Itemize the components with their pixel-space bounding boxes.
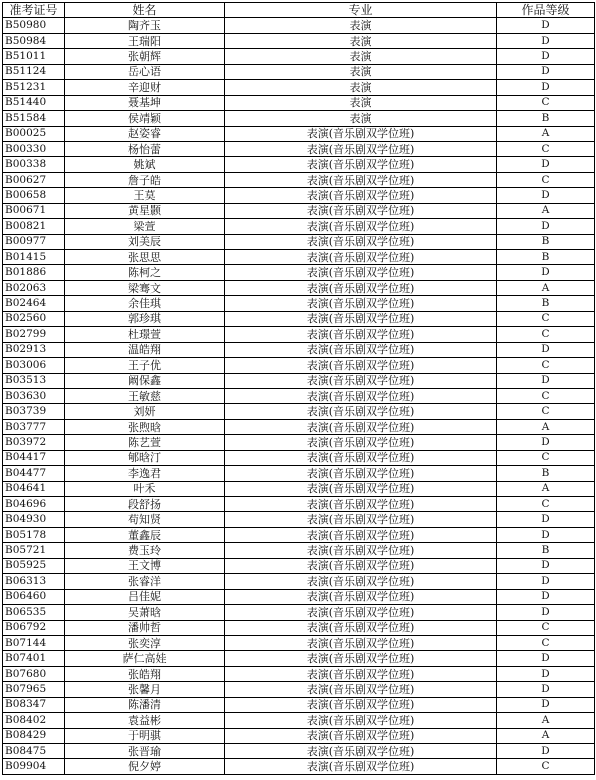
table-row <box>3 666 595 681</box>
exam-id-cell: B04930 <box>3 512 65 527</box>
exam-id-cell: B03006 <box>3 358 65 373</box>
major-cell: 表演(音乐剧双学位班) <box>225 682 497 697</box>
grade-cell: C <box>497 95 595 110</box>
name-cell: 姚斌 <box>65 157 225 172</box>
name-cell: 张思思 <box>65 250 225 265</box>
name-cell: 辛迎财 <box>65 80 225 95</box>
exam-id-cell: B04417 <box>3 450 65 465</box>
grade-cell: C <box>497 497 595 512</box>
name-cell: 张馨月 <box>65 682 225 697</box>
name-cell: 王瑞阳 <box>65 33 225 48</box>
name-cell: 余佳琪 <box>65 296 225 311</box>
header-exam-id: 准考证号 <box>3 3 65 18</box>
name-cell: 李逸君 <box>65 466 225 481</box>
grade-cell: D <box>497 49 595 64</box>
table-row <box>3 697 595 712</box>
name-cell: 陶齐玉 <box>65 18 225 33</box>
name-cell: 王子优 <box>65 358 225 373</box>
grade-cell: B <box>497 466 595 481</box>
grade-cell: C <box>497 172 595 187</box>
grade-cell: C <box>497 327 595 342</box>
grade-cell: D <box>497 744 595 759</box>
table-row <box>3 18 595 33</box>
major-cell: 表演(音乐剧双学位班) <box>225 435 497 450</box>
exam-id-cell: B00671 <box>3 203 65 218</box>
table-row <box>3 80 595 95</box>
results-sheet <box>2 2 594 775</box>
grade-cell: D <box>497 558 595 573</box>
major-cell: 表演(音乐剧双学位班) <box>225 666 497 681</box>
table-row <box>3 234 595 249</box>
name-cell: 郭珍琪 <box>65 311 225 326</box>
table-body <box>3 18 595 774</box>
name-cell: 张奕淳 <box>65 635 225 650</box>
name-cell: 杨怡蕾 <box>65 141 225 156</box>
table-row <box>3 713 595 728</box>
name-cell: 刘妍 <box>65 404 225 419</box>
table-row <box>3 203 595 218</box>
major-cell: 表演(音乐剧双学位班) <box>225 250 497 265</box>
table-row <box>3 172 595 187</box>
name-cell: 陈潘清 <box>65 697 225 712</box>
major-cell: 表演(音乐剧双学位班) <box>225 759 497 774</box>
table-row <box>3 265 595 280</box>
grade-cell: C <box>497 388 595 403</box>
exam-id-cell: B00821 <box>3 219 65 234</box>
grade-cell: C <box>497 620 595 635</box>
major-cell: 表演 <box>225 111 497 126</box>
name-cell: 吕佳妮 <box>65 589 225 604</box>
major-cell: 表演(音乐剧双学位班) <box>225 697 497 712</box>
exam-id-cell: B00658 <box>3 188 65 203</box>
header-grade: 作品等级 <box>497 3 595 18</box>
table-row <box>3 311 595 326</box>
major-cell: 表演(音乐剧双学位班) <box>225 605 497 620</box>
name-cell: 王文博 <box>65 558 225 573</box>
name-cell: 阚保鑫 <box>65 373 225 388</box>
major-cell: 表演(音乐剧双学位班) <box>225 744 497 759</box>
name-cell: 张皓翔 <box>65 666 225 681</box>
exam-id-cell: B50980 <box>3 18 65 33</box>
table-row <box>3 497 595 512</box>
major-cell: 表演(音乐剧双学位班) <box>225 141 497 156</box>
table-row <box>3 342 595 357</box>
major-cell: 表演(音乐剧双学位班) <box>225 388 497 403</box>
name-cell: 张睿洋 <box>65 574 225 589</box>
exam-id-cell: B00338 <box>3 157 65 172</box>
exam-id-cell: B08402 <box>3 713 65 728</box>
exam-id-cell: B51011 <box>3 49 65 64</box>
name-cell: 吴萧晗 <box>65 605 225 620</box>
grade-cell: D <box>497 666 595 681</box>
grade-cell: D <box>497 651 595 666</box>
name-cell: 董鑫辰 <box>65 527 225 542</box>
exam-id-cell: B51440 <box>3 95 65 110</box>
table-row <box>3 589 595 604</box>
major-cell: 表演(音乐剧双学位班) <box>225 373 497 388</box>
major-cell: 表演(音乐剧双学位班) <box>225 728 497 743</box>
exam-id-cell: B03630 <box>3 388 65 403</box>
table-row <box>3 219 595 234</box>
table-row <box>3 450 595 465</box>
table-row <box>3 404 595 419</box>
grade-cell: B <box>497 250 595 265</box>
grade-cell: D <box>497 219 595 234</box>
name-cell: 岳心语 <box>65 64 225 79</box>
major-cell: 表演(音乐剧双学位班) <box>225 419 497 434</box>
name-cell: 倪夕婷 <box>65 759 225 774</box>
exam-id-cell: B06460 <box>3 589 65 604</box>
exam-id-cell: B04477 <box>3 466 65 481</box>
major-cell: 表演(音乐剧双学位班) <box>225 527 497 542</box>
table-row <box>3 558 595 573</box>
major-cell: 表演(音乐剧双学位班) <box>225 512 497 527</box>
table-row <box>3 296 595 311</box>
exam-id-cell: B08347 <box>3 697 65 712</box>
grade-cell: A <box>497 481 595 496</box>
grade-cell: D <box>497 342 595 357</box>
table-row <box>3 435 595 450</box>
grade-cell: B <box>497 296 595 311</box>
major-cell: 表演(音乐剧双学位班) <box>225 481 497 496</box>
exam-id-cell: B00977 <box>3 234 65 249</box>
table-row <box>3 605 595 620</box>
exam-id-cell: B04641 <box>3 481 65 496</box>
major-cell: 表演(音乐剧双学位班) <box>225 265 497 280</box>
exam-id-cell: B03739 <box>3 404 65 419</box>
major-cell: 表演(音乐剧双学位班) <box>225 497 497 512</box>
name-cell: 郇晗汀 <box>65 450 225 465</box>
name-cell: 张朝辉 <box>65 49 225 64</box>
grade-cell: D <box>497 157 595 172</box>
grade-cell: D <box>497 512 595 527</box>
table-row <box>3 635 595 650</box>
major-cell: 表演(音乐剧双学位班) <box>225 327 497 342</box>
exam-id-cell: B07965 <box>3 682 65 697</box>
name-cell: 于明骐 <box>65 728 225 743</box>
name-cell: 王莫 <box>65 188 225 203</box>
major-cell: 表演(音乐剧双学位班) <box>225 404 497 419</box>
table-row <box>3 744 595 759</box>
exam-id-cell: B07144 <box>3 635 65 650</box>
table-row <box>3 33 595 48</box>
name-cell: 陈艺萱 <box>65 435 225 450</box>
major-cell: 表演(音乐剧双学位班) <box>225 219 497 234</box>
header-row <box>3 3 595 18</box>
grade-cell: A <box>497 126 595 141</box>
major-cell: 表演(音乐剧双学位班) <box>225 589 497 604</box>
table-row <box>3 188 595 203</box>
grade-cell: D <box>497 18 595 33</box>
grade-cell: A <box>497 713 595 728</box>
table-row <box>3 280 595 295</box>
exam-id-cell: B02063 <box>3 280 65 295</box>
name-cell: 聂基坤 <box>65 95 225 110</box>
major-cell: 表演(音乐剧双学位班) <box>225 342 497 357</box>
exam-id-cell: B03972 <box>3 435 65 450</box>
major-cell: 表演(音乐剧双学位班) <box>225 157 497 172</box>
exam-id-cell: B06535 <box>3 605 65 620</box>
name-cell: 叶禾 <box>65 481 225 496</box>
exam-id-cell: B00627 <box>3 172 65 187</box>
grade-cell: C <box>497 635 595 650</box>
grade-cell: B <box>497 234 595 249</box>
grade-cell: A <box>497 728 595 743</box>
exam-id-cell: B51124 <box>3 64 65 79</box>
exam-id-cell: B00330 <box>3 141 65 156</box>
grade-cell: D <box>497 682 595 697</box>
table-row <box>3 388 595 403</box>
major-cell: 表演(音乐剧双学位班) <box>225 620 497 635</box>
name-cell: 侯靖颖 <box>65 111 225 126</box>
results-table <box>2 2 595 775</box>
table-row <box>3 49 595 64</box>
grade-cell: D <box>497 373 595 388</box>
major-cell: 表演(音乐剧双学位班) <box>225 280 497 295</box>
grade-cell: D <box>497 80 595 95</box>
major-cell: 表演 <box>225 18 497 33</box>
grade-cell: D <box>497 589 595 604</box>
table-row <box>3 327 595 342</box>
header-name: 姓名 <box>65 3 225 18</box>
table-row <box>3 527 595 542</box>
major-cell: 表演(音乐剧双学位班) <box>225 234 497 249</box>
grade-cell: C <box>497 141 595 156</box>
name-cell: 袁益彬 <box>65 713 225 728</box>
name-cell: 费玉玲 <box>65 543 225 558</box>
table-row <box>3 574 595 589</box>
exam-id-cell: B07680 <box>3 666 65 681</box>
grade-cell: A <box>497 280 595 295</box>
exam-id-cell: B00025 <box>3 126 65 141</box>
name-cell: 詹子皓 <box>65 172 225 187</box>
exam-id-cell: B03777 <box>3 419 65 434</box>
table-row <box>3 111 595 126</box>
table-row <box>3 728 595 743</box>
major-cell: 表演(音乐剧双学位班) <box>225 358 497 373</box>
name-cell: 黄星颢 <box>65 203 225 218</box>
table-row <box>3 419 595 434</box>
exam-id-cell: B01886 <box>3 265 65 280</box>
grade-cell: B <box>497 111 595 126</box>
name-cell: 梁萱 <box>65 219 225 234</box>
table-row <box>3 481 595 496</box>
table-row <box>3 620 595 635</box>
name-cell: 张煦晗 <box>65 419 225 434</box>
name-cell: 温皓翔 <box>65 342 225 357</box>
table-row <box>3 682 595 697</box>
major-cell: 表演 <box>225 33 497 48</box>
name-cell: 潘帅哲 <box>65 620 225 635</box>
grade-cell: C <box>497 358 595 373</box>
major-cell: 表演 <box>225 80 497 95</box>
grade-cell: D <box>497 697 595 712</box>
grade-cell: C <box>497 450 595 465</box>
major-cell: 表演(音乐剧双学位班) <box>225 172 497 187</box>
table-row <box>3 141 595 156</box>
table-row <box>3 157 595 172</box>
exam-id-cell: B06313 <box>3 574 65 589</box>
exam-id-cell: B08429 <box>3 728 65 743</box>
name-cell: 刘美辰 <box>65 234 225 249</box>
header-major: 专业 <box>225 3 497 18</box>
major-cell: 表演 <box>225 49 497 64</box>
major-cell: 表演(音乐剧双学位班) <box>225 466 497 481</box>
table-row <box>3 64 595 79</box>
exam-id-cell: B50984 <box>3 33 65 48</box>
table-row <box>3 373 595 388</box>
table-row <box>3 651 595 666</box>
grade-cell: C <box>497 759 595 774</box>
grade-cell: B <box>497 543 595 558</box>
table-row <box>3 543 595 558</box>
exam-id-cell: B03513 <box>3 373 65 388</box>
major-cell: 表演(音乐剧双学位班) <box>225 311 497 326</box>
grade-cell: D <box>497 265 595 280</box>
major-cell: 表演(音乐剧双学位班) <box>225 713 497 728</box>
exam-id-cell: B06792 <box>3 620 65 635</box>
name-cell: 陈柯之 <box>65 265 225 280</box>
grade-cell: D <box>497 188 595 203</box>
table-row <box>3 126 595 141</box>
major-cell: 表演(音乐剧双学位班) <box>225 450 497 465</box>
exam-id-cell: B02560 <box>3 311 65 326</box>
name-cell: 杜璟萱 <box>65 327 225 342</box>
exam-id-cell: B05925 <box>3 558 65 573</box>
major-cell: 表演(音乐剧双学位班) <box>225 635 497 650</box>
exam-id-cell: B51231 <box>3 80 65 95</box>
grade-cell: C <box>497 404 595 419</box>
exam-id-cell: B02799 <box>3 327 65 342</box>
name-cell: 赵姿睿 <box>65 126 225 141</box>
name-cell: 萨仁高娃 <box>65 651 225 666</box>
name-cell: 王敏慈 <box>65 388 225 403</box>
major-cell: 表演(音乐剧双学位班) <box>225 296 497 311</box>
major-cell: 表演(音乐剧双学位班) <box>225 558 497 573</box>
exam-id-cell: B02913 <box>3 342 65 357</box>
name-cell: 张晋瑜 <box>65 744 225 759</box>
table-row <box>3 512 595 527</box>
grade-cell: D <box>497 33 595 48</box>
exam-id-cell: B02464 <box>3 296 65 311</box>
grade-cell: A <box>497 203 595 218</box>
major-cell: 表演(音乐剧双学位班) <box>225 203 497 218</box>
grade-cell: A <box>497 419 595 434</box>
exam-id-cell: B07401 <box>3 651 65 666</box>
major-cell: 表演(音乐剧双学位班) <box>225 574 497 589</box>
table-row <box>3 250 595 265</box>
name-cell: 梁骞文 <box>65 280 225 295</box>
table-row <box>3 466 595 481</box>
exam-id-cell: B05178 <box>3 527 65 542</box>
grade-cell: D <box>497 574 595 589</box>
major-cell: 表演 <box>225 95 497 110</box>
exam-id-cell: B51584 <box>3 111 65 126</box>
exam-id-cell: B09904 <box>3 759 65 774</box>
grade-cell: D <box>497 605 595 620</box>
table-row <box>3 759 595 774</box>
major-cell: 表演(音乐剧双学位班) <box>225 188 497 203</box>
table-row <box>3 95 595 110</box>
table-row <box>3 358 595 373</box>
grade-cell: D <box>497 64 595 79</box>
exam-id-cell: B04696 <box>3 497 65 512</box>
grade-cell: D <box>497 435 595 450</box>
name-cell: 苟知贤 <box>65 512 225 527</box>
grade-cell: C <box>497 311 595 326</box>
major-cell: 表演(音乐剧双学位班) <box>225 651 497 666</box>
grade-cell: D <box>497 527 595 542</box>
major-cell: 表演(音乐剧双学位班) <box>225 126 497 141</box>
major-cell: 表演(音乐剧双学位班) <box>225 543 497 558</box>
name-cell: 段舒扬 <box>65 497 225 512</box>
exam-id-cell: B01415 <box>3 250 65 265</box>
major-cell: 表演 <box>225 64 497 79</box>
exam-id-cell: B08475 <box>3 744 65 759</box>
exam-id-cell: B05721 <box>3 543 65 558</box>
